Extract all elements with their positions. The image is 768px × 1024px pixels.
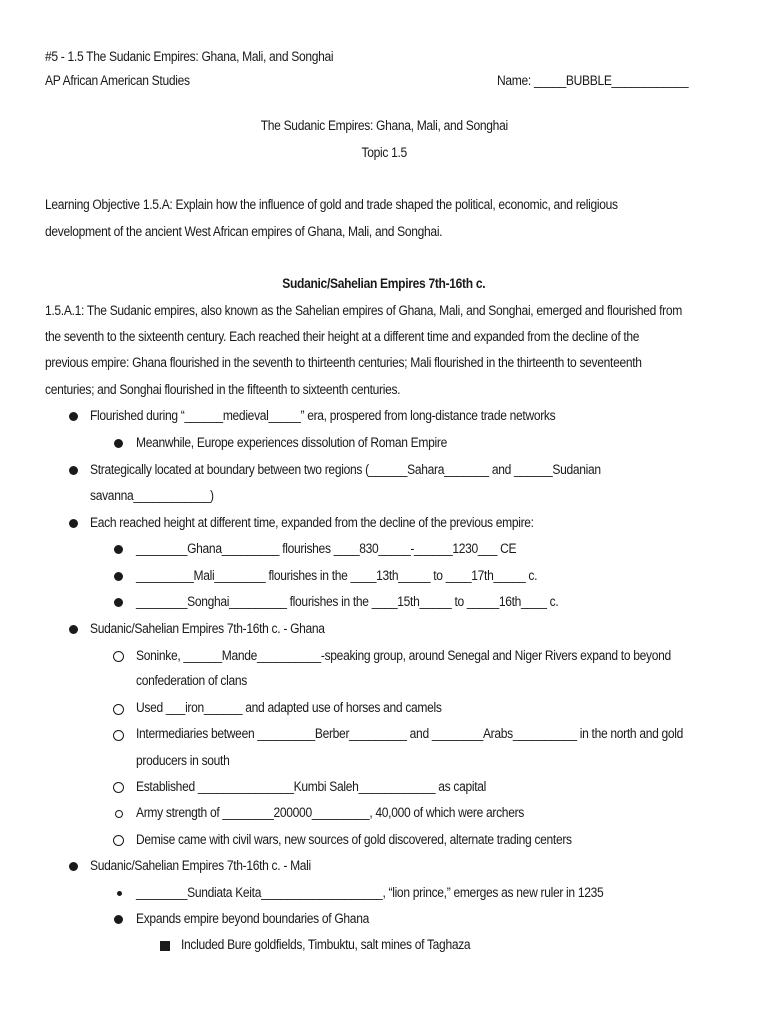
list-item: _________Mali________ flourishes in the ____13th_____ to ____17th_____ c. xyxy=(136,568,538,583)
list-item: Each reached height at different time, expanded from the decline of the previous empire: xyxy=(90,515,534,530)
bullet-icon xyxy=(114,915,123,924)
list-item: Sudanic/Sahelian Empires 7th-16th c. - Mali xyxy=(90,858,311,873)
paragraph-line: centuries; and Songhai flourished in the fifteenth to sixteenth centuries. xyxy=(45,382,401,397)
list-item: Meanwhile, Europe experiences dissolution of Roman Empire xyxy=(136,435,447,450)
document-id: #5 - 1.5 The Sudanic Empires: Ghana, Mali, and Songhai xyxy=(45,49,334,64)
hollow-bullet-icon xyxy=(113,704,124,715)
bullet-icon xyxy=(69,862,78,871)
small-hollow-bullet-icon xyxy=(115,810,123,818)
list-item: Demise came with civil wars, new sources of gold discovered, alternate trading centers xyxy=(136,832,572,847)
bullet-icon xyxy=(69,519,78,528)
list-item: Established _______________Kumbi Saleh____________ as capital xyxy=(136,779,487,794)
section-heading: Sudanic/Sahelian Empires 7th-16th c. xyxy=(282,276,486,291)
list-item: Strategically located at boundary between two regions (______Sahara_______ and ______Sudanian xyxy=(90,462,601,477)
page-subtitle: Topic 1.5 xyxy=(361,145,407,160)
bullet-icon xyxy=(114,598,123,607)
small-bullet-icon xyxy=(117,891,122,896)
paragraph-line: 1.5.A.1: The Sudanic empires, also known as the Sahelian empires of Ghana, Mali, and Songhai, emerged and flourished from xyxy=(45,303,682,318)
list-item: Expands empire beyond boundaries of Ghana xyxy=(136,911,369,926)
page-title: The Sudanic Empires: Ghana, Mali, and Songhai xyxy=(260,118,508,133)
list-item: Intermediaries between _________Berber_________ and ________Arabs__________ in the north and gold xyxy=(136,726,684,741)
list-item: Used ___iron______ and adapted use of horses and camels xyxy=(136,700,442,715)
hollow-bullet-icon xyxy=(113,651,124,662)
list-item: Soninke, ______Mande__________-speaking group, around Senegal and Niger Rivers expand to beyond xyxy=(136,648,671,663)
bullet-icon xyxy=(114,439,123,448)
list-item-continuation: savanna____________) xyxy=(90,488,214,503)
bullet-icon xyxy=(114,572,123,581)
course-name: AP African American Studies xyxy=(45,73,190,88)
bullet-icon xyxy=(69,625,78,634)
student-name-field: Name: _____BUBBLE____________ xyxy=(497,73,689,88)
list-item: ________Ghana_________ flourishes ____830_____-______1230___ CE xyxy=(136,541,517,556)
hollow-bullet-icon xyxy=(113,835,124,846)
learning-objective-line-1: Learning Objective 1.5.A: Explain how the influence of gold and trade shaped the political, economic, and religious xyxy=(45,197,618,212)
paragraph-line: previous empire: Ghana flourished in the seventh to thirteenth centuries; Mali flourished in the thirteenth to seventeenth xyxy=(45,355,642,370)
list-item-continuation: producers in south xyxy=(136,753,230,768)
list-item: ________Songhai_________ flourishes in the ____15th_____ to _____16th____ c. xyxy=(136,594,559,609)
list-item: Flourished during “______medieval_____” era, prospered from long-distance trade networks xyxy=(90,408,556,423)
hollow-bullet-icon xyxy=(113,782,124,793)
bullet-icon xyxy=(69,466,78,475)
list-item-continuation: confederation of clans xyxy=(136,673,247,688)
list-item: ________Sundiata Keita___________________, “lion prince,” emerges as new ruler in 1235 xyxy=(136,885,604,900)
list-item: Army strength of ________200000_________, 40,000 of which were archers xyxy=(136,805,524,820)
learning-objective-line-2: development of the ancient West African empires of Ghana, Mali, and Songhai. xyxy=(45,224,443,239)
square-bullet-icon xyxy=(160,941,170,951)
list-item: Included Bure goldfields, Timbuktu, salt mines of Taghaza xyxy=(181,937,471,952)
bullet-icon xyxy=(114,545,123,554)
paragraph-line: the seventh to the sixteenth century. Each reached their height at a different time and expanded from the decline of the xyxy=(45,329,640,344)
bullet-icon xyxy=(69,412,78,421)
list-item: Sudanic/Sahelian Empires 7th-16th c. - Ghana xyxy=(90,621,325,636)
hollow-bullet-icon xyxy=(113,730,124,741)
